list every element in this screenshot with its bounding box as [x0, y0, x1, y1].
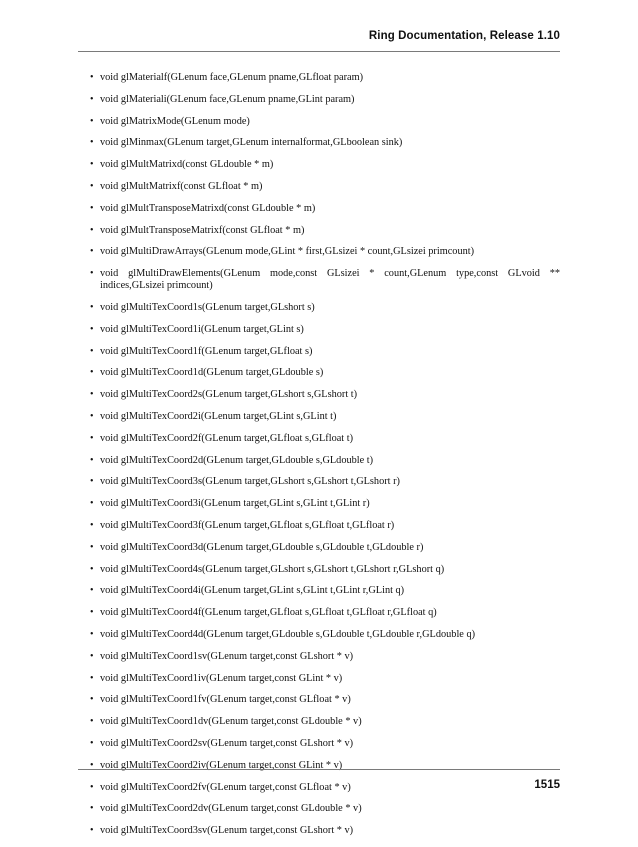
list-item: [90, 716, 560, 728]
function-signature: void glMultTransposeMatrixf(const GLfloat * m): [100, 224, 305, 236]
list-item: [90, 564, 560, 576]
bullet-icon: •: [90, 72, 94, 83]
bullet-icon: •: [90, 541, 94, 553]
bullet-icon: •: [90, 246, 94, 258]
function-signature: void glMultiTexCoord3sv(GLenum target,const GLshort * v): [100, 825, 354, 837]
bullet-icon: •: [90, 759, 94, 771]
list-item: [90, 738, 560, 750]
list-item: [90, 72, 560, 84]
list-item: [90, 181, 560, 193]
function-signature: void glMultiTexCoord1s(GLenum target,GLshort s): [100, 301, 315, 313]
function-signature: void glMultiTexCoord3s(GLenum target,GLshort s,GLshort t,GLshort r): [100, 476, 400, 488]
function-signature: void glMultiTexCoord2f(GLenum target,GLfloat s,GLfloat t): [100, 432, 354, 444]
list-item: [90, 246, 560, 258]
list-item: [90, 389, 560, 401]
list-item: [90, 455, 560, 467]
list-item: [90, 137, 560, 149]
bullet-icon: •: [90, 628, 94, 640]
list-item: [90, 203, 560, 215]
function-signature: void glMultTransposeMatrixd(const GLdouble * m): [100, 202, 316, 214]
bullet-icon: •: [90, 389, 94, 401]
bullet-icon: •: [90, 737, 94, 749]
list-item: [90, 433, 560, 445]
list-item: [90, 225, 560, 237]
function-signature: void glMultMatrixd(const GLdouble * m): [100, 159, 274, 171]
list-item: [90, 673, 560, 685]
function-signature: void glMultiTexCoord1i(GLenum target,GLint s): [100, 323, 304, 335]
bullet-icon: •: [90, 607, 94, 619]
list-item: [90, 302, 560, 314]
bullet-icon: •: [90, 825, 94, 837]
bullet-icon: •: [90, 716, 94, 728]
list-item: [90, 542, 560, 554]
list-item: [90, 607, 560, 619]
function-signature: void glMateriali(GLenum face,GLenum pname,GLint param): [100, 93, 355, 105]
bullet-icon: •: [90, 137, 94, 149]
function-signature: void glMultiTexCoord2i(GLenum target,GLint s,GLint t): [100, 410, 337, 422]
function-signature: void glMultiTexCoord4d(GLenum target,GLdouble s,GLdouble t,GLdouble r,GLdouble q): [100, 628, 476, 640]
function-signature: void glMultiTexCoord1iv(GLenum target,const GLint * v): [100, 672, 343, 684]
function-signature: void glMultiTexCoord2s(GLenum target,GLshort s,GLshort t): [100, 389, 358, 401]
bullet-icon: •: [90, 476, 94, 488]
header-divider: [78, 51, 560, 52]
list-item: [90, 159, 560, 171]
list-item: [90, 94, 560, 106]
function-signature: void glMultiTexCoord3d(GLenum target,GLdouble s,GLdouble t,GLdouble r): [100, 541, 424, 553]
list-item: [90, 520, 560, 532]
list-item: [90, 268, 560, 292]
bullet-icon: •: [90, 202, 94, 214]
function-signature: void glMultiTexCoord1d(GLenum target,GLdouble s): [100, 367, 324, 379]
bullet-icon: •: [90, 519, 94, 531]
list-item: [90, 346, 560, 358]
list-item: [90, 476, 560, 488]
list-item: [90, 651, 560, 663]
function-signature: void glMultiTexCoord1f(GLenum target,GLfloat s): [100, 345, 313, 357]
bullet-icon: •: [90, 803, 94, 815]
list-item: [90, 585, 560, 597]
bullet-icon: •: [90, 694, 94, 706]
function-signature: void glMultiTexCoord2sv(GLenum target,const GLshort * v): [100, 737, 354, 749]
bullet-icon: •: [90, 323, 94, 335]
page-number: 1515: [534, 779, 560, 791]
page-header-title: Ring Documentation, Release 1.10: [368, 30, 560, 42]
bullet-icon: •: [90, 650, 94, 662]
function-signature: void glMultiTexCoord1dv(GLenum target,const GLdouble * v): [100, 716, 362, 728]
bullet-icon: •: [90, 115, 94, 127]
bullet-icon: •: [90, 159, 94, 171]
function-signature: void glMultiDrawArrays(GLenum mode,GLint * first,GLsizei * count,GLsizei primcount): [100, 246, 475, 258]
bullet-icon: •: [90, 367, 94, 379]
function-signature: void glMultiTexCoord1fv(GLenum target,const GLfloat * v): [100, 694, 351, 706]
list-item: [90, 782, 560, 794]
bullet-icon: •: [90, 672, 94, 684]
footer-divider: [78, 769, 560, 770]
function-signature: void glMultiTexCoord4i(GLenum target,GLint s,GLint t,GLint r,GLint q): [100, 585, 405, 597]
function-signature: void glMultiTexCoord4s(GLenum target,GLshort s,GLshort t,GLshort r,GLshort q): [100, 563, 445, 575]
list-item: [90, 629, 560, 641]
function-signature: void glMultiTexCoord1sv(GLenum target,const GLshort * v): [100, 650, 354, 662]
bullet-icon: •: [90, 301, 94, 313]
function-signature: void glMultiTexCoord2dv(GLenum target,const GLdouble * v): [100, 803, 362, 815]
list-item: [90, 116, 560, 128]
list-item: [90, 825, 560, 837]
function-signature: void glMinmax(GLenum target,GLenum internalformat,GLboolean sink): [100, 137, 403, 149]
bullet-icon: •: [90, 498, 94, 510]
list-item: [90, 411, 560, 423]
bullet-icon: •: [90, 781, 94, 793]
function-signature: void glMultiTexCoord2fv(GLenum target,const GLfloat * v): [100, 781, 351, 793]
function-signature: void glMatrixMode(GLenum mode): [100, 115, 250, 127]
bullet-icon: •: [90, 563, 94, 575]
bullet-icon: •: [90, 180, 94, 192]
function-signature: void glMultiTexCoord4f(GLenum target,GLfloat s,GLfloat t,GLfloat r,GLfloat q): [100, 607, 437, 619]
bullet-icon: •: [90, 454, 94, 466]
function-signature: void glMultiTexCoord2d(GLenum target,GLdouble s,GLdouble t): [100, 454, 374, 466]
bullet-icon: •: [90, 224, 94, 236]
list-item: [90, 367, 560, 379]
bullet-icon: •: [90, 585, 94, 597]
bullet-icon: •: [90, 410, 94, 422]
function-signature: void glMultMatrixf(const GLfloat * m): [100, 180, 263, 192]
bullet-icon: •: [90, 432, 94, 444]
function-list: [90, 72, 560, 847]
function-signature: void glMultiTexCoord3f(GLenum target,GLfloat s,GLfloat t,GLfloat r): [100, 519, 395, 531]
list-item: [90, 803, 560, 815]
function-signature: void glMultiDrawElements(GLenum mode,const GLsizei * count,GLenum type,const GLvoid ** indices,GLsizei primcount): [100, 268, 560, 292]
list-item: [90, 498, 560, 510]
list-item: [90, 324, 560, 336]
function-signature: void glMultiTexCoord3i(GLenum target,GLint s,GLint t,GLint r): [100, 498, 370, 510]
bullet-icon: •: [90, 93, 94, 105]
list-item: [90, 694, 560, 706]
function-signature: void glMaterialf(GLenum face,GLenum pname,GLfloat param): [100, 72, 364, 83]
function-signature: void glMultiTexCoord2iv(GLenum target,const GLint * v): [100, 759, 343, 771]
bullet-icon: •: [90, 268, 94, 280]
bullet-icon: •: [90, 345, 94, 357]
